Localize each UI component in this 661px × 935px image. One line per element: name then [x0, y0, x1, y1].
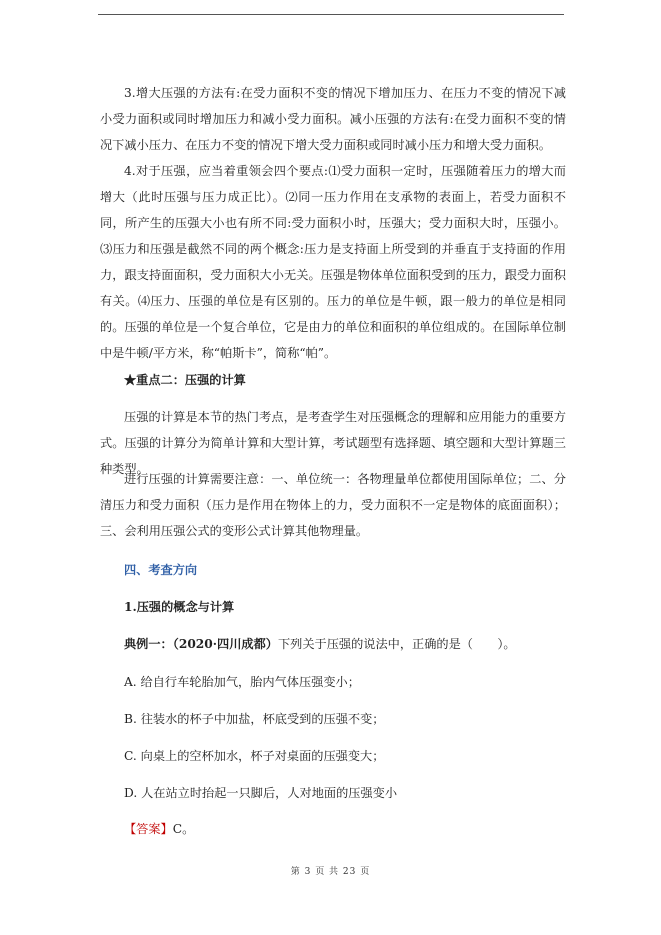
paragraph-calc-notes: 进行压强的计算需要注意：一、单位统一：各物理量单位都使用国际单位；二、分清压力和受力面积（压力是作用在物体上的力，受力面积不一定是物体的底面面积）；三、会利用压强公式的变形公式计算其他物理量。 [100, 472, 566, 538]
subsection-heading: 1.压强的概念与计算 [124, 600, 235, 614]
example-text: 下列关于压强的说法中，正确的是（ ）。 [277, 637, 516, 651]
key-point-heading: ★重点二：压强的计算 [124, 373, 246, 387]
answer-value: C。 [172, 822, 195, 836]
example-question [100, 635, 570, 652]
page-number: 第 3 页 共 23 页 [290, 867, 371, 877]
option-c: C. 向桌上的空杯加水，杯子对桌面的压强变大； [124, 749, 385, 763]
paragraph-calc-intro: 压强的计算是本节的热门考点，是考查学生对压强概念的理解和应用能力的重要方式。压强的计算分为简单计算和大型计算，考试题型有选择题、填空题和大型计算题三种类型。 [100, 410, 566, 476]
paragraph-four-points: 4.对于压强，应当着重领会四个要点:⑴受力面积一定时，压强随着压力的增大而增大（此时压强与压力成正比）。⑵同一压力作用在支承物的表面上，若受力面积不同，所产生的压强大小也有所不同:受力面积小时，压强大；受力面积大时，压强小。⑶压力和压强是截然不同的两个概念:压力是支持面上所受到的并垂直于支持面的作用力，跟支持面面积，受力面积大小无关。压强是物体单位面积受到的压力，跟受力面积有关。⑷压力、压强的单位是有区别的。压力的单位是牛顿，跟一般力的单位是相同的。压强的单位是一个复合单位，它是由力的单位和面积的单位组成的。在国际单位制中是牛顿/平方米，称“帕斯卡”，简称“帕”。 [100, 164, 566, 360]
section-heading: 四、考查方向 [124, 563, 198, 577]
answer-line [100, 820, 570, 837]
paragraph-method-pressure: 3.增大压强的方法有:在受力面积不变的情况下增加压力、在压力不变的情况下减小受力面积或同时增加压力和减小受力面积。减小压强的方法有:在受力面积不变的情况下减小压力、在压力不变的情况下增大受力面积或同时减小压力和增大受力面积。 [100, 86, 566, 152]
example-label: 典例一：（2020·四川成都） [124, 637, 278, 651]
answer-label: 【答案】 [124, 822, 173, 836]
option-b: B. 往装水的杯子中加盐，杯底受到的压强不变； [124, 712, 385, 726]
option-a: A. 给自行车轮胎加气，胎内气体压强变小； [124, 675, 360, 689]
header-rule [98, 14, 564, 15]
option-d: D. 人在站立时抬起一只脚后，人对地面的压强变小 [124, 786, 398, 800]
